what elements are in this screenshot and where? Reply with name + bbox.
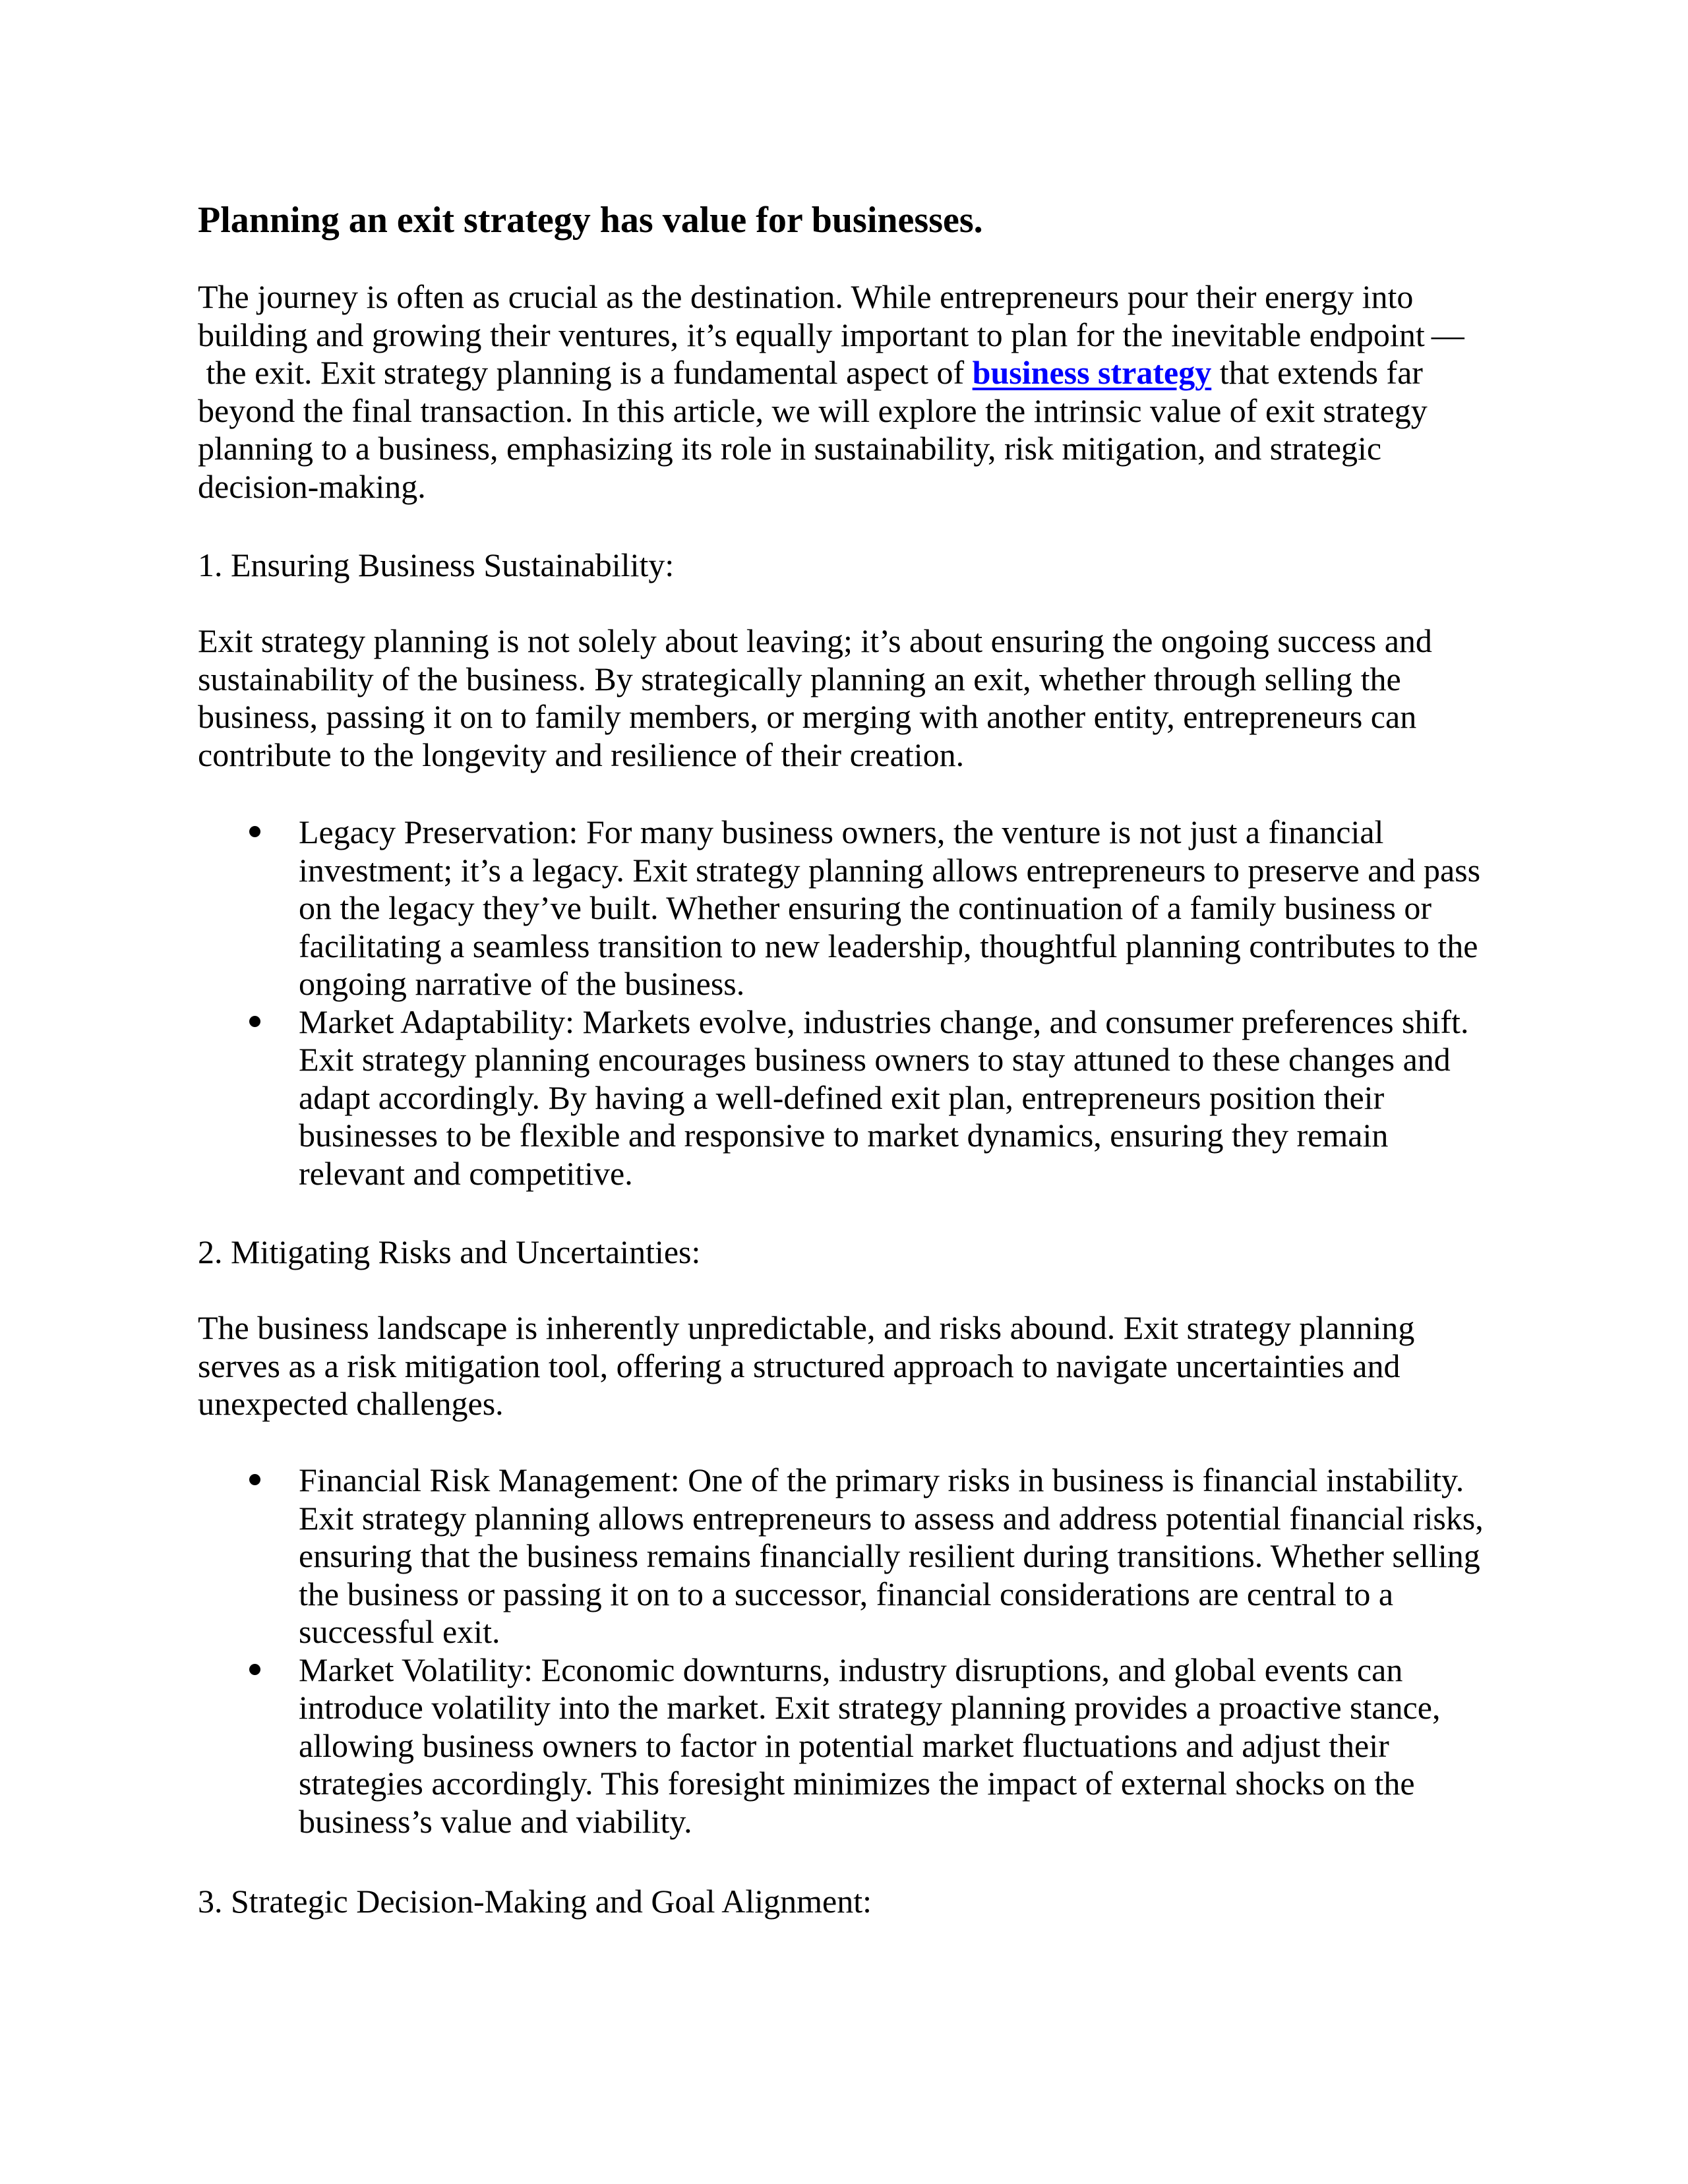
list-item-line: adapt accordingly. By having a well-defined exit plan, entrepreneurs position their <box>299 1078 1385 1116</box>
bullet-icon <box>249 1664 260 1675</box>
bullet-icon <box>249 826 260 837</box>
section-heading <box>198 546 1503 585</box>
intro-line: building and growing their ventures, it’s equally important to plan for the inevitable endpoint — <box>198 316 1464 353</box>
list-item-line: the business or passing it on to a successor, financial considerations are central to a <box>299 1575 1394 1612</box>
bullet-list <box>198 1461 1503 1841</box>
intro-paragraph <box>198 278 1503 506</box>
list-item-line: Financial Risk Management: One of the primary risks in business is financial instability. <box>299 1461 1464 1498</box>
paragraph-line: business, passing it on to family members, or merging with another entity, entrepreneurs can <box>198 698 1417 735</box>
list-item-line: Legacy Preservation: For many business owners, the venture is not just a financial <box>299 813 1384 850</box>
section-paragraph <box>198 1309 1503 1423</box>
list-item-line: successful exit. <box>299 1613 500 1650</box>
list-item <box>198 813 1503 1003</box>
intro-line: The journey is often as crucial as the destination. While entrepreneurs pour their energy into <box>198 278 1414 315</box>
list-item-line: investment; it’s a legacy. Exit strategy planning allows entrepreneurs to preserve and pass <box>299 851 1481 889</box>
list-item-line: Market Adaptability: Markets evolve, industries change, and consumer preferences shift. <box>299 1003 1469 1040</box>
section-paragraph <box>198 622 1503 774</box>
paragraph-line: The business landscape is inherently unpredictable, and risks abound. Exit strategy planning <box>198 1309 1415 1346</box>
list-item <box>198 1461 1503 1651</box>
section-heading-text: 1. Ensuring Business Sustainability: <box>198 546 675 583</box>
intro-line-before-link: the exit. Exit strategy planning is a fundamental aspect of <box>198 354 973 391</box>
article-title: Planning an exit strategy has value for businesses. <box>198 200 983 241</box>
list-item-line: relevant and competitive. <box>299 1154 633 1192</box>
list-item-line: Exit strategy planning encourages business owners to stay attuned to these changes and <box>299 1041 1451 1078</box>
list-item-line: Market Volatility: Economic downturns, industry disruptions, and global events can <box>299 1651 1403 1688</box>
list-item-line: facilitating a seamless transition to new leadership, thoughtful planning contributes to the <box>299 927 1478 964</box>
paragraph-line: Exit strategy planning is not solely about leaving; it’s about ensuring the ongoing success and <box>198 622 1432 659</box>
list-item <box>198 1651 1503 1841</box>
paragraph-line: serves as a risk mitigation tool, offering a structured approach to navigate uncertainties and <box>198 1347 1401 1384</box>
list-item-line: ensuring that the business remains financially resilient during transitions. Whether selling <box>299 1537 1480 1574</box>
intro-line: planning to a business, emphasizing its role in sustainability, risk mitigation, and strategic <box>198 430 1382 467</box>
intro-line-after-link: that extends far <box>1211 354 1423 391</box>
section-heading <box>198 1233 1503 1272</box>
section-heading-text: 2. Mitigating Risks and Uncertainties: <box>198 1233 701 1270</box>
list-item-line: on the legacy they’ve built. Whether ensuring the continuation of a family business or <box>299 889 1432 926</box>
bullet-list <box>198 813 1503 1193</box>
business-strategy-link[interactable]: business strategy <box>972 354 1212 391</box>
list-item-line: introduce volatility into the market. Exit strategy planning provides a proactive stance, <box>299 1689 1441 1726</box>
intro-line-with-link <box>198 354 1503 392</box>
list-item-line: ongoing narrative of the business. <box>299 965 745 1002</box>
bullet-icon <box>249 1474 260 1485</box>
paragraph-line: unexpected challenges. <box>198 1385 504 1422</box>
bullet-icon <box>249 1016 260 1027</box>
list-item <box>198 1003 1503 1193</box>
section-heading-text: 3. Strategic Decision-Making and Goal Alignment: <box>198 1883 872 1920</box>
paragraph-line: contribute to the longevity and resilience of their creation. <box>198 736 965 773</box>
paragraph-line: sustainability of the business. By strategically planning an exit, whether through selling the <box>198 660 1401 697</box>
list-item-line: strategies accordingly. This foresight minimizes the impact of external shocks on the <box>299 1765 1415 1802</box>
section-heading <box>198 1883 1503 1921</box>
intro-line: beyond the final transaction. In this article, we will explore the intrinsic value of exit strategy <box>198 392 1428 429</box>
list-item-line: businesses to be flexible and responsive to market dynamics, ensuring they remain <box>299 1117 1389 1154</box>
intro-line: decision-making. <box>198 467 426 505</box>
list-item-line: Exit strategy planning allows entrepreneurs to assess and address potential financial risks, <box>299 1499 1484 1537</box>
list-item-line: allowing business owners to factor in potential market fluctuations and adjust their <box>299 1727 1389 1764</box>
list-item-line: business’s value and viability. <box>299 1802 692 1840</box>
